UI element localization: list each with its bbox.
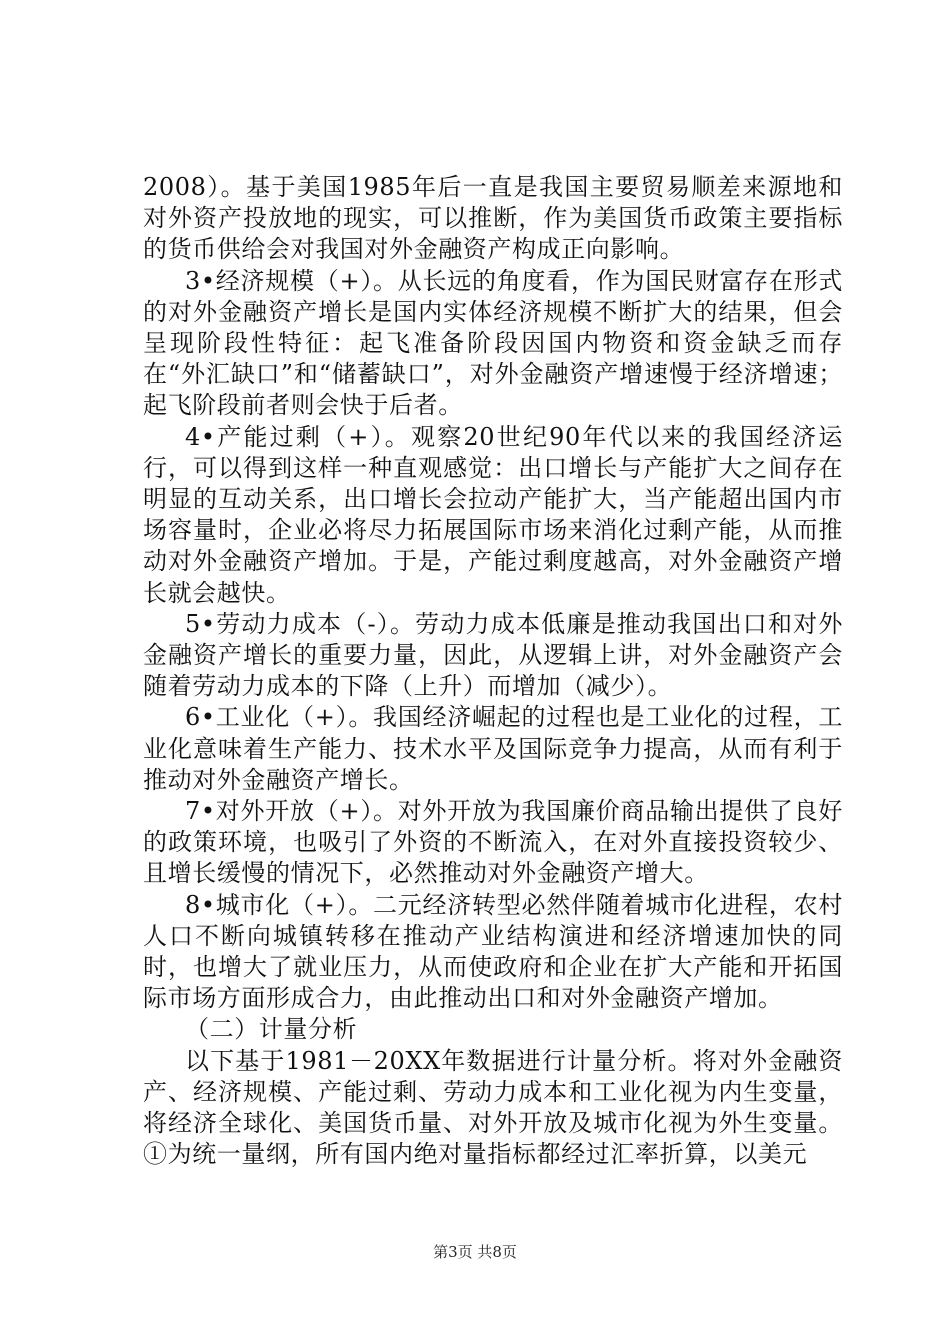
section-heading: （二）计量分析 <box>185 1015 358 1044</box>
paragraph-continuation: 2008）。基于美国1985年后一直是我国主要贸易顺差来源地和对外资产投放地的现实，可以推断，作为美国货币政策主要指标的货币供给会对我国对外金融资产构成正向影响。 <box>143 173 843 264</box>
paragraph-urbanization: 8•城市化（+）。二元经济转型必然伴随着城市化进程，农村人口不断向城镇转移在推动产业结构演进和经济增速加快的同时，也增大了就业压力，从而使政府和企业在扩大产能和开拓国际市场方面形成合力，由此推动出口和对外金融资产增加。 <box>143 890 843 1013</box>
document-body <box>143 172 843 1171</box>
paragraph-econometric-analysis: 以下基于1981－20XX年数据进行计量分析。将对外金融资产、经济规模、产能过剩、劳动力成本和工业化视为内生变量，将经济全球化、美国货币量、对外开放及城市化视为外生变量。①为统一量纲，所有国内绝对量指标都经过汇率折算，以美元 <box>143 1046 843 1169</box>
paragraph-industrialization: 6•工业化（+）。我国经济崛起的过程也是工业化的过程，工业化意味着生产能力、技术水平及国际竞争力提高，从而有利于推动对外金融资产增长。 <box>143 703 843 794</box>
paragraph-overcapacity: 4•产能过剩（+）。观察20世纪90年代以来的我国经济运行，可以得到这样一种直观感觉：出口增长与产能扩大之间存在明显的互动关系，出口增长会拉动产能扩大，当产能超出国内市场容量时，企业必将尽力拓展国际市场来消化过剩产能，从而推动对外金融资产增加。于是，产能过剩度越高，对外金融资产增长就会越快。 <box>143 422 843 607</box>
paragraph-opening-up: 7•对外开放（+）。对外开放为我国廉价商品输出提供了良好的政策环境，也吸引了外资的不断流入，在对外直接投资较少、且增长缓慢的情况下，必然推动对外金融资产增大。 <box>143 797 843 888</box>
paragraph-labor-cost: 5•劳动力成本（-）。劳动力成本低廉是推动我国出口和对外金融资产增长的重要力量，因此，从逻辑上讲，对外金融资产会随着劳动力成本的下降（上升）而增加（减少）。 <box>143 609 843 701</box>
page-footer: 第3页 共8页 <box>433 1243 517 1261</box>
paragraph-economic-scale: 3•经济规模（+）。从长远的角度看，作为国民财富存在形式的对外金融资产增长是国内实体经济规模不断扩大的结果，但会呈现阶段性特征：起飞准备阶段因国内物资和资金缺乏而存在“外汇缺口”和“储蓄缺口”，对外金融资产增速慢于经济增速；起飞阶段前者则会快于后者。 <box>143 266 843 420</box>
